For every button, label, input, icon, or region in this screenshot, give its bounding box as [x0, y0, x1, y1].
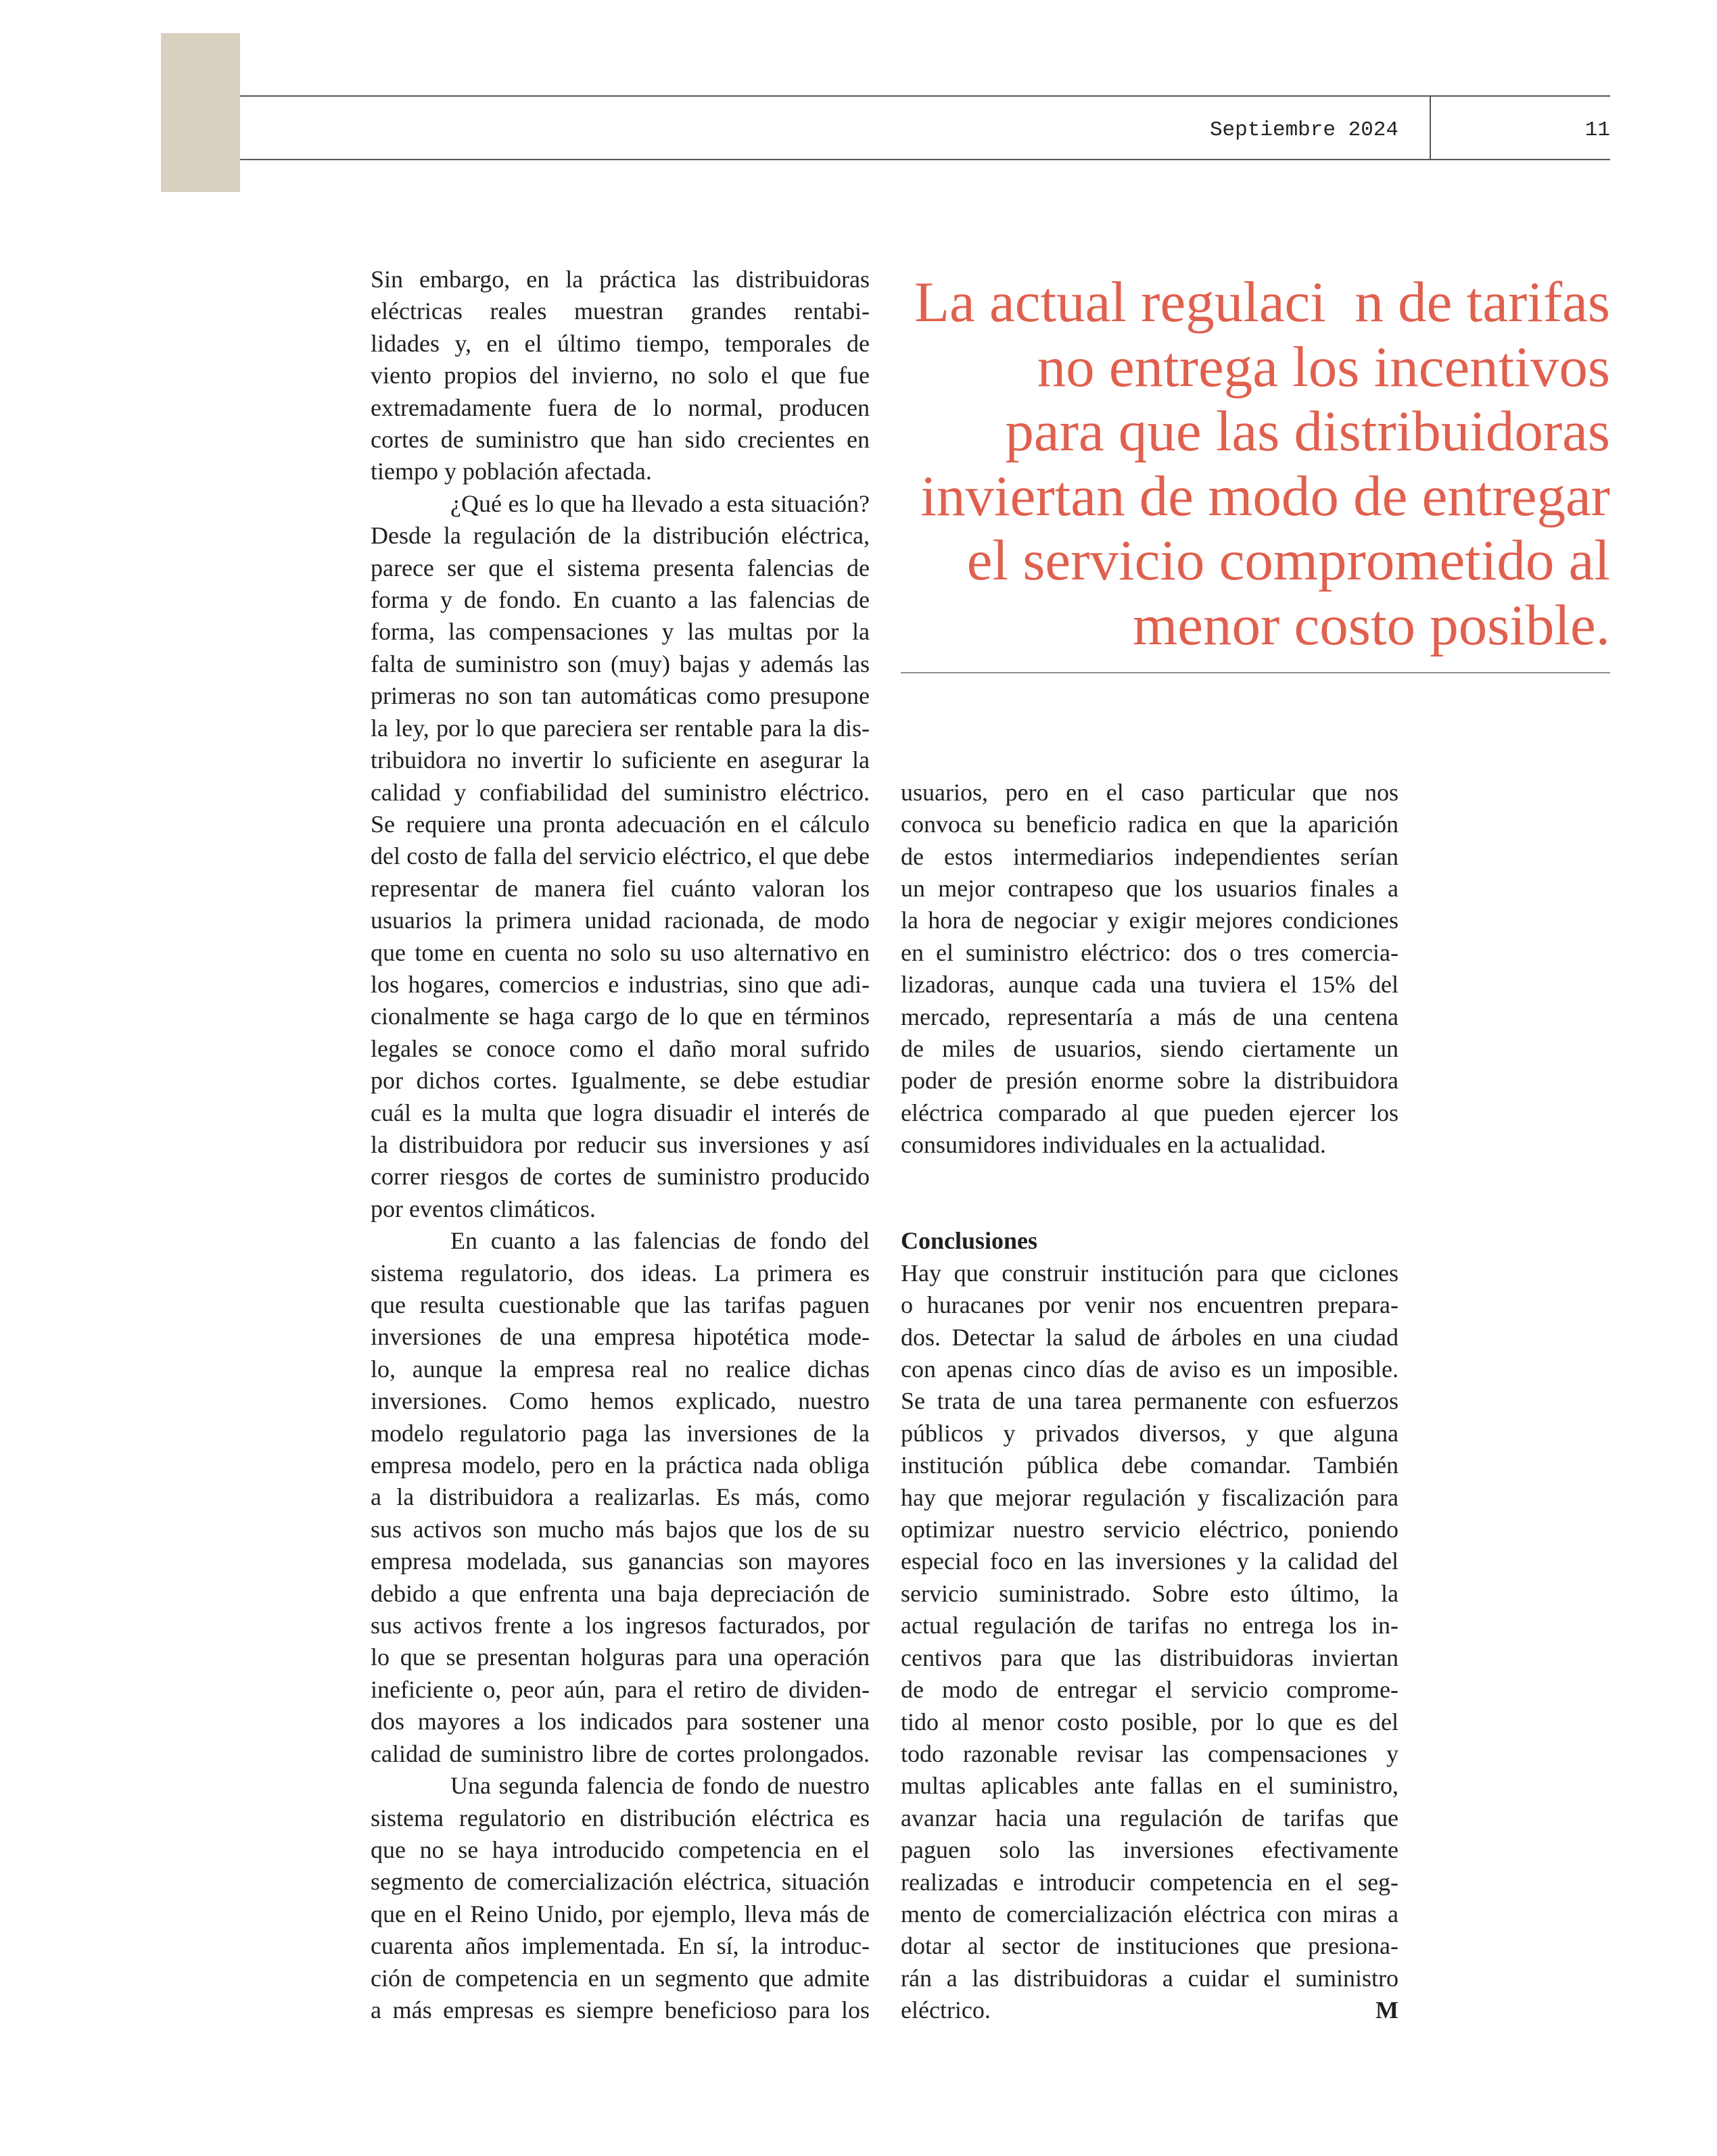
- text-line: Hay que construir institución para que ciclones: [901, 1259, 1398, 1287]
- text-line: lizadoras, aunque cada una tuviera el 15% del: [901, 971, 1398, 999]
- text-line: de estos intermediarios independientes serían: [901, 842, 1398, 870]
- text-line: ¿Qué es lo que ha llevado a esta situación?: [450, 489, 870, 517]
- text-line: parece ser que el sistema presenta falencias de: [371, 554, 870, 581]
- text-line: la ley, por lo que pareciera ser rentable para la dis-: [371, 714, 870, 742]
- text-line: viento propios del invierno, no solo el que fue: [371, 362, 870, 389]
- text-line: extremadamente fuera de lo normal, producen: [371, 393, 870, 421]
- paragraph: [901, 777, 1398, 1161]
- text-line: Se requiere una pronta adecuación en el cálculo: [371, 810, 870, 838]
- pull-quote-line: La actual regulaci n de tarifas: [914, 270, 1610, 334]
- text-line: por dichos cortes. Igualmente, se debe estudiar: [371, 1067, 870, 1095]
- text-line: por eventos climáticos.: [371, 1195, 596, 1222]
- issue-date: Septiembre 2024: [1209, 118, 1398, 142]
- text-line: que en el Reino Unido, por ejemplo, lleva más de: [371, 1900, 870, 1927]
- paragraph: [371, 264, 870, 488]
- header-tab: [161, 33, 240, 192]
- text-line: eléctrica comparado al que pueden ejercer los: [901, 1099, 1398, 1126]
- section-spacer: [901, 1161, 1398, 1226]
- text-line: tribuidora no invertir lo suficiente en asegurar la: [371, 746, 870, 774]
- text-line: eléctricas reales muestran grandes rentabi-: [371, 297, 870, 325]
- text-line: sus activos frente a los ingresos facturados, por: [371, 1612, 870, 1639]
- text-line: la distribuidora por reducir sus inversiones y así: [371, 1130, 870, 1158]
- text-line: ineficiente o, peor aún, para el retiro de dividen-: [371, 1675, 870, 1703]
- text-line: correr riesgos de cortes de suministro producido: [371, 1163, 870, 1191]
- text-line: en el suministro eléctrico: dos o tres comercia-: [901, 938, 1398, 966]
- text-line: lo, aunque la empresa real no realice dichas: [371, 1355, 870, 1383]
- text-line: cuál es la multa que logra disuadir el interés de: [371, 1099, 870, 1126]
- text-line: dotar al sector de instituciones que presiona-: [901, 1932, 1398, 1960]
- text-line: hay que mejorar regulación y fiscalización para: [901, 1483, 1398, 1511]
- conclusions-section: [901, 1225, 1398, 2026]
- pull-quote-line: menor costo posible.: [1133, 593, 1610, 657]
- text-line: de modo de entregar el servicio comprome-: [901, 1676, 1398, 1704]
- text-line: Una segunda falencia de fondo de nuestro: [450, 1772, 870, 1800]
- text-line: avanzar hacia una regulación de tarifas que: [901, 1804, 1398, 1831]
- text-line: ción de competencia en un segmento que admite: [371, 1964, 870, 1992]
- text-line: dos. Detectar la salud de árboles en una ciudad: [901, 1323, 1398, 1351]
- text-line: consumidores individuales en la actualidad.: [901, 1131, 1326, 1159]
- pull-quote-line: inviertan de modo de entregar: [920, 464, 1610, 528]
- pull-quote-line: no entrega los incentivos: [1037, 335, 1610, 399]
- paragraph: [371, 1770, 870, 2026]
- text-line: inversiones de una empresa hipotética mode-: [371, 1323, 870, 1351]
- text-line: Sin embargo, en la práctica las distribuidoras: [371, 266, 870, 293]
- text-line: sistema regulatorio, dos ideas. La primera es: [371, 1259, 870, 1287]
- section-heading: Conclusiones: [901, 1227, 1038, 1255]
- text-line: que resulta cuestionable que las tarifas paguen: [371, 1291, 870, 1318]
- signature-mark: M: [1375, 1996, 1398, 2024]
- text-line: lidades y, en el último tiempo, temporales de: [371, 329, 870, 357]
- text-line: empresa modelada, sus ganancias son mayores: [371, 1548, 870, 1575]
- text-line: eléctrico.: [901, 1996, 991, 2024]
- text-line: tiempo y población afectada.: [371, 458, 652, 485]
- text-line: paguen solo las inversiones efectivamente: [901, 1836, 1398, 1864]
- text-line: lo que se presentan holguras para una operación: [371, 1644, 870, 1671]
- paragraph: [901, 1257, 1398, 2027]
- pull-quote-rule: [901, 672, 1610, 673]
- text-line: cortes de suministro que han sido crecientes en: [371, 426, 870, 454]
- header-rule-top: [240, 95, 1610, 97]
- text-line: calidad de suministro libre de cortes prolongados.: [371, 1740, 870, 1767]
- text-line: mento de comercialización eléctrica con miras a: [901, 1900, 1398, 1927]
- text-line: En cuanto a las falencias de fondo del: [450, 1227, 870, 1255]
- text-line: convoca su beneficio radica en que la aparición: [901, 811, 1398, 838]
- text-line: sus activos son mucho más bajos que los de su: [371, 1515, 870, 1543]
- text-line: cionalmente se haga cargo de lo que en términos: [371, 1003, 870, 1030]
- text-line: Desde la regulación de la distribución eléctrica,: [371, 522, 870, 550]
- text-line: a la distribuidora a realizarlas. Es más, como: [371, 1483, 870, 1511]
- text-line: realizadas e introducir competencia en el seg-: [901, 1868, 1398, 1896]
- text-line: con apenas cinco días de aviso es un imposible.: [901, 1356, 1398, 1383]
- pull-quote-line: para que las distribuidoras: [1005, 400, 1610, 463]
- text-line: especial foco en las inversiones y la calidad del: [901, 1548, 1398, 1575]
- text-line: públicos y privados diversos, y que alguna: [901, 1419, 1398, 1447]
- text-line: todo razonable revisar las compensaciones y: [901, 1740, 1398, 1767]
- text-line: rán a las distribuidoras a cuidar el suministro: [901, 1964, 1398, 1992]
- text-line: empresa modelo, pero en la práctica nada obliga: [371, 1452, 870, 1479]
- text-line: dos mayores a los indicados para sostener una: [371, 1708, 870, 1735]
- text-line: servicio suministrado. Sobre esto último, la: [901, 1579, 1398, 1607]
- text-line: institución pública debe comandar. También: [901, 1452, 1398, 1479]
- page-number: 11: [1584, 118, 1610, 142]
- text-line: actual regulación de tarifas no entrega los in-: [901, 1612, 1398, 1639]
- text-line: o huracanes por venir nos encuentren prepara-: [901, 1291, 1398, 1319]
- text-line: del costo de falla del servicio eléctrico, el que debe: [371, 842, 870, 870]
- text-line: optimizar nuestro servicio eléctrico, poniendo: [901, 1516, 1398, 1543]
- text-line: usuarios, pero en el caso particular que nos: [901, 778, 1398, 806]
- pull-quote: [872, 270, 1610, 658]
- paragraph: [371, 1225, 870, 1770]
- text-line: representar de manera fiel cuánto valoran los: [371, 874, 870, 902]
- text-line: cuarenta años implementada. En sí, la introduc-: [371, 1932, 870, 1960]
- text-line: poder de presión enorme sobre la distribuidora: [901, 1067, 1398, 1095]
- text-line: falta de suministro son (muy) bajas y además las: [371, 650, 870, 677]
- header-divider: [1430, 95, 1431, 160]
- text-line: sistema regulatorio en distribución eléctrica es: [371, 1804, 870, 1831]
- text-line: calidad y confiabilidad del suministro eléctrico.: [371, 778, 870, 806]
- text-line: la hora de negociar y exigir mejores condiciones: [901, 907, 1398, 934]
- text-line: los hogares, comercios e industrias, sino que adi-: [371, 970, 870, 998]
- text-line: de miles de usuarios, siendo ciertamente un: [901, 1034, 1398, 1062]
- text-line: legales se conoce como el daño moral sufrido: [371, 1034, 870, 1062]
- text-line: tido al menor costo posible, por lo que es del: [901, 1708, 1398, 1735]
- conclusions-body: [901, 1257, 1398, 2027]
- text-line: debido a que enfrenta una baja depreciación de: [371, 1579, 870, 1607]
- text-line: forma, las compensaciones y las multas por la: [371, 618, 870, 646]
- text-line: que tome en cuenta no solo su uso alternativo en: [371, 938, 870, 966]
- text-line: segmento de comercialización eléctrica, situación: [371, 1868, 870, 1896]
- pull-quote-line: el servicio comprometido al: [966, 529, 1610, 592]
- text-line: Se trata de una tarea permanente con esfuerzos: [901, 1387, 1398, 1415]
- text-line: modelo regulatorio paga las inversiones de la: [371, 1419, 870, 1447]
- text-line: multas aplicables ante fallas en el suministro,: [901, 1772, 1398, 1800]
- right-column: [901, 777, 1398, 2027]
- text-line: centivos para que las distribuidoras inviertan: [901, 1644, 1398, 1671]
- text-line: a más empresas es siempre beneficioso para los: [371, 1996, 870, 2023]
- text-line: primeras no son tan automáticas como presupone: [371, 682, 870, 710]
- text-line: forma y de fondo. En cuanto a las falencias de: [371, 586, 870, 614]
- header-rule-bottom: [240, 159, 1610, 160]
- text-line: inversiones. Como hemos explicado, nuestro: [371, 1387, 870, 1415]
- left-column: [371, 264, 870, 2026]
- paragraph: [371, 488, 870, 1225]
- text-line: un mejor contrapeso que los usuarios finales a: [901, 874, 1398, 902]
- text-line: que no se haya introducido competencia en el: [371, 1836, 870, 1863]
- text-line: usuarios la primera unidad racionada, de modo: [371, 907, 870, 934]
- text-line: mercado, representaría a más de una centena: [901, 1003, 1398, 1030]
